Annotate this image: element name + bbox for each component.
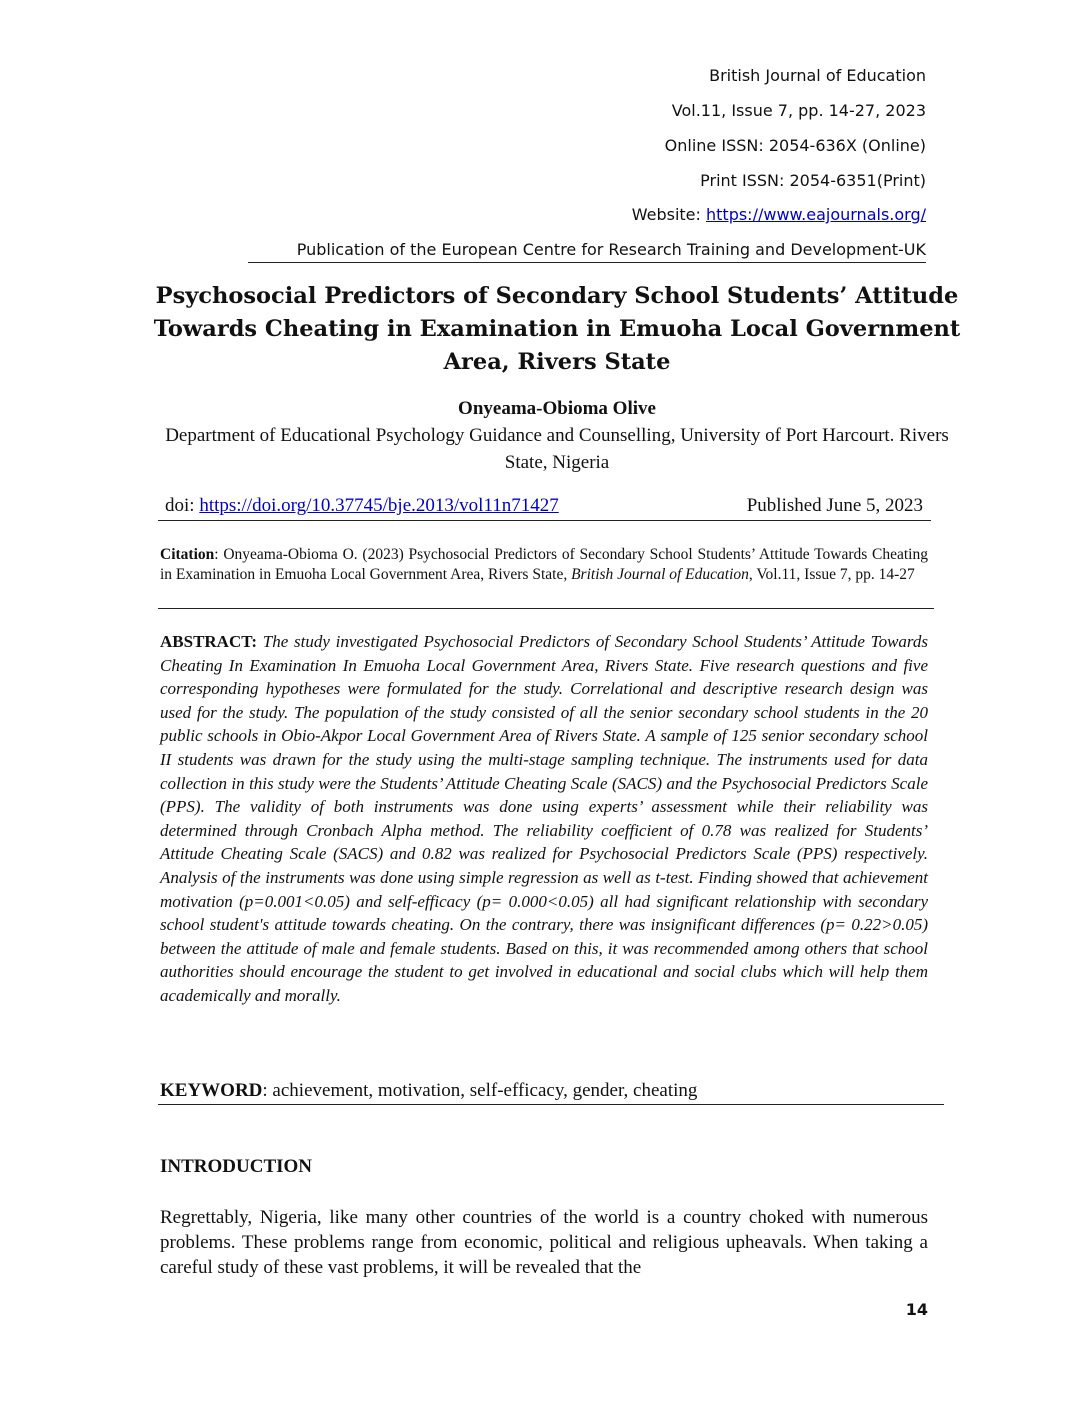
keywords-text: : achievement, motivation, self-efficacy, gender, cheating [262, 1080, 698, 1101]
abstract-label: ABSTRACT: [160, 632, 257, 651]
introduction-heading: INTRODUCTION [160, 1156, 313, 1177]
abstract-block [160, 630, 928, 1008]
website-link[interactable]: https://www.eajournals.org/ [706, 205, 926, 224]
online-issn: Online ISSN: 2054-636X (Online) [664, 136, 926, 155]
doi-divider [158, 520, 931, 521]
publisher-line: Publication of the European Centre for Research Training and Development-UK [296, 240, 926, 259]
citation-block [160, 545, 928, 585]
citation-tail: , Vol.11, Issue 7, pp. 14-27 [748, 566, 915, 583]
website-label: Website: [631, 205, 706, 224]
published-date: Published June 5, 2023 [746, 495, 923, 516]
abstract-body: The study investigated Psychosocial Predictors of Secondary School Students’ Attitude Towards Cheating In Examination In Emuoha Local Government Area, Rivers State. Five research questions and five corresponding hypotheses were formulated for the study. Correlational and descriptive research design was used for the study. The population of the study consisted of all the senior secondary school students in the 20 public schools in Obio-Akpor Local Government Area of Rivers State. A sample of 125 senior secondary school II students was drawn for the study using the multi-stage sampling technique. The instruments used for data collection in this study were the Students’ Attitude Cheating Scale (SACS) and the Psychosocial Predictors Scale (PPS). The validity of both instruments was done using experts’ assessment while their reliability was determined through Cronbach Alpha method. The reliability coefficient of 0.78 was realized for Students’ Attitude Cheating Scale (SACS) and 0.82 was realized for Psychosocial Predictors Scale (PPS) respectively. Analysis of the instruments was done using simple regression as well as t-test. Finding showed that achievement motivation (p=0.001<0.05) and self-efficacy (p= 0.000<0.05) all had significant relationship with secondary school student's attitude towards cheating. On the contrary, there was insignificant differences (p= 0.22>0.05) between the attitude of male and female students. Based on this, it was recommended among others that school authorities should encourage the student to get involved in educational and social clubs which will help them academically and morally. [160, 632, 929, 1005]
doi-label: doi: [165, 495, 200, 516]
citation-divider [158, 608, 934, 609]
introduction-paragraph: Regrettably, Nigeria, like many other countries of the world is a country choked with numerous problems. These problems range from economic, political and religious upheavals. When taking a careful study of these vast problems, it will be revealed that the [160, 1207, 928, 1278]
volume-issue: Vol.11, Issue 7, pp. 14-27, 2023 [671, 101, 926, 120]
website-line [632, 205, 926, 224]
citation-journal: British Journal of Education [571, 566, 749, 583]
doi-line [165, 495, 559, 517]
journal-name: British Journal of Education [709, 66, 926, 85]
keywords-divider [158, 1104, 944, 1105]
article-title: Psychosocial Predictors of Secondary School Students’ Attitude Towards Cheating in Examination in Emuoha Local Government Area, Rivers State [153, 283, 961, 375]
print-issn: Print ISSN: 2054-6351(Print) [700, 171, 926, 190]
header-divider [248, 262, 926, 263]
page-number: 14 [905, 1300, 928, 1319]
citation-label: Citation [160, 546, 215, 563]
doi-link[interactable]: https://doi.org/10.37745/bje.2013/vol11n71427 [199, 495, 559, 516]
keywords-label: KEYWORD [160, 1080, 263, 1101]
keywords-line [160, 1080, 940, 1102]
author-name: Onyeama-Obioma Olive [458, 398, 656, 419]
author-affiliation: Department of Educational Psychology Guidance and Counselling, University of Port Harcourt. Rivers State, Nigeria [165, 425, 949, 473]
citation-text: : Onyeama-Obioma O. (2023) Psychosocial Predictors of Secondary School Students’ Attitude Towards Cheating in Examination in Emuoha Local Government Area, Rivers State, [160, 546, 928, 583]
